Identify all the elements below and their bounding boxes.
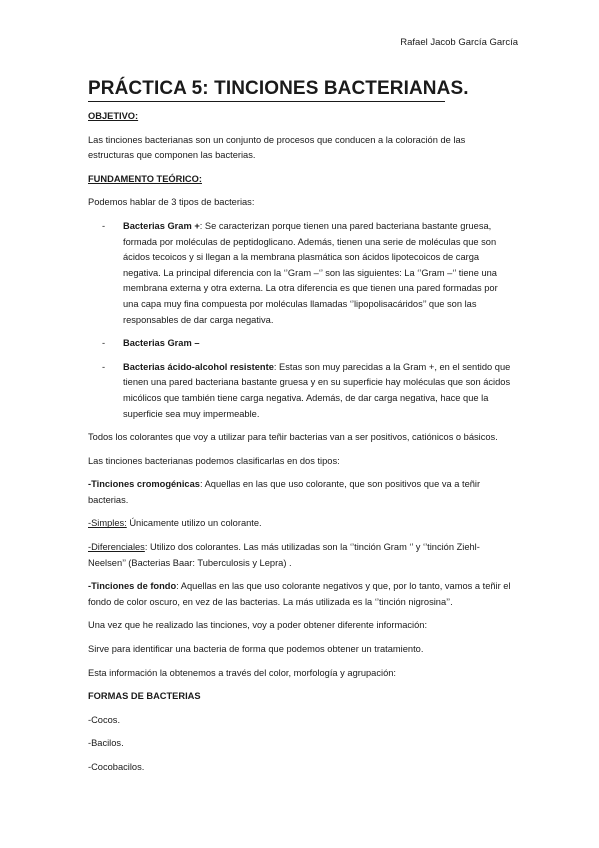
list-item bbox=[88, 360, 513, 422]
cromogenicas-text: : Aquellas en las que uso colorante, que son positivos que va a teñir bacterias. bbox=[88, 479, 481, 505]
page-title: PRÁCTICA 5: TINCIONES BACTERIANAS. bbox=[88, 78, 469, 99]
fundamento-intro: Podemos hablar de 3 tipos de bacterias: bbox=[88, 197, 255, 208]
identificar-paragraph: Sirve para identificar una bacteria de forma que podemos obtener un tratamiento. bbox=[88, 644, 424, 655]
bullet-term: Bacterias ácido-alcohol resistente bbox=[123, 361, 274, 372]
cromogenicas-paragraph bbox=[88, 477, 513, 508]
formas-heading: FORMAS DE BACTERIAS bbox=[88, 691, 201, 702]
bullet-dash: - bbox=[102, 361, 106, 372]
document-body bbox=[88, 109, 513, 784]
bullet-text: : Se caracterizan porque tienen una pared bacteriana bastante gruesa, formada por moléculas de peptidoglicano. Además, tienen una serie de moléculas que son ácidos tecoicos y si llegan a la membrana plasmática son ácidos lipotecoicos de carga negativa. La principal diferencia con la ‘’Gram –‘’ son las siguientes: La ‘’Gram –‘’ tiene una membrana externa y otra externa. La otra diferencia es que tienen una pared formadas por una capa muy fina compuesta por moléculas llamadas ‘’lipopolisacáridos’’ que son las responsables de dar carga negativa. bbox=[123, 220, 498, 325]
fondo-term: -Tinciones de fondo bbox=[88, 581, 177, 592]
fondo-paragraph bbox=[88, 579, 513, 610]
colorantes-paragraph: Todos los colorantes que voy a utilizar para teñir bacterias van a ser positivos, catiónicos o básicos. bbox=[88, 432, 498, 443]
objetivo-heading: OBJETIVO: bbox=[88, 111, 139, 121]
author-header: Rafael Jacob García García bbox=[400, 37, 518, 48]
simples-term: -Simples: bbox=[88, 518, 127, 529]
title-underline bbox=[88, 101, 445, 102]
bullet-term: Bacterias Gram + bbox=[123, 220, 200, 231]
diferenciales-paragraph bbox=[88, 540, 513, 571]
list-item bbox=[88, 219, 513, 328]
clasificacion-paragraph: Las tinciones bacterianas podemos clasificarlas en dos tipos: bbox=[88, 455, 340, 466]
informacion-paragraph: Una vez que he realizado las tinciones, voy a poder obtener diferente información: bbox=[88, 620, 428, 631]
bullet-dash: - bbox=[102, 220, 106, 231]
cromogenicas-term: -Tinciones cromogénicas bbox=[88, 479, 200, 490]
forma-item: -Cocos. bbox=[88, 714, 121, 725]
list-item bbox=[88, 336, 513, 352]
bullet-term: Bacterias Gram – bbox=[123, 338, 200, 349]
forma-item: -Bacilos. bbox=[88, 738, 124, 749]
diferenciales-text: : Utilizo dos colorantes. Las más utilizadas son la ‘’tinción Gram ‘’ y ‘’tinción Ziehl-Neelsen’’ (Bacterias Baar: Tuberculosis y Lepra) . bbox=[88, 542, 480, 568]
bullet-dash: - bbox=[102, 338, 106, 349]
bacteria-types-list bbox=[88, 219, 513, 422]
fundamento-heading: FUNDAMENTO TEÓRICO: bbox=[88, 173, 202, 184]
bullet-text: : Estas son muy parecidas a la Gram +, en el sentido que tienen una pared bacteriana bastante gruesa y en su superficie hay moléculas que son ácidos micólicos que también tiene carga negativa. Además, de dar carga negativa, hace que la superficie sea muy impermeable. bbox=[123, 361, 511, 419]
diferenciales-term: -Diferenciales bbox=[88, 542, 145, 553]
color-morfologia-paragraph: Esta información la obtenemos a través del color, morfología y agrupación: bbox=[88, 667, 396, 678]
objetivo-text: Las tinciones bacterianas son un conjunto de procesos que conducen a la coloración de las estructuras que componen las bacterias. bbox=[88, 134, 466, 161]
fondo-text: : Aquellas en las que uso colorante negativos y que, por lo tanto, vamos a teñir el fondo de color oscuro, en vez de las bacterias. La más utilizada es la ‘’tinción nigrosina’’. bbox=[88, 581, 511, 607]
simples-paragraph bbox=[88, 516, 513, 532]
simples-text: Únicamente utilizo un colorante. bbox=[126, 518, 262, 529]
forma-item: -Cocobacilos. bbox=[88, 762, 145, 772]
